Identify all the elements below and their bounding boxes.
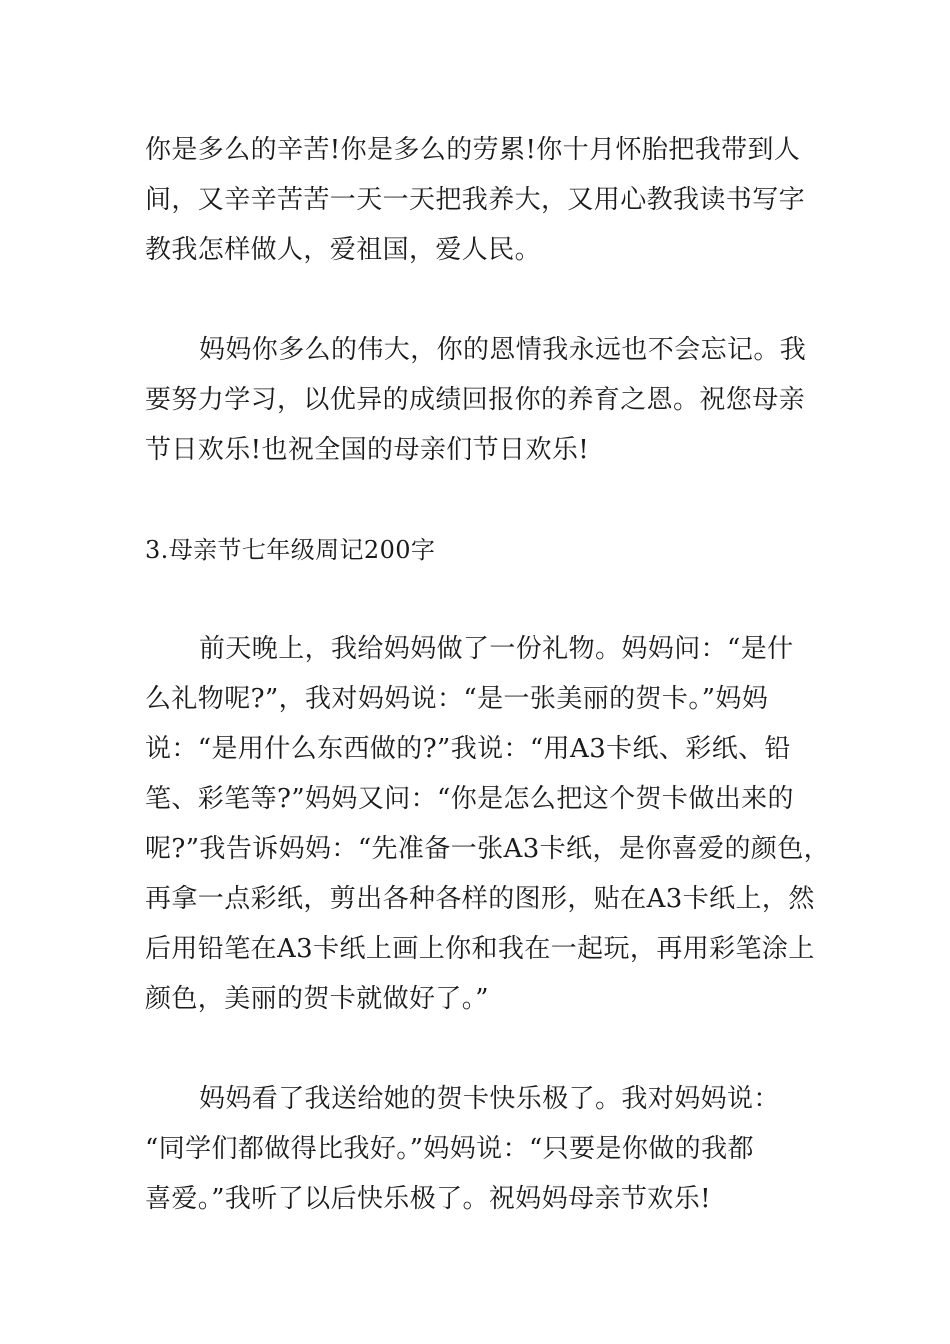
paragraph-1-line-2: 间，又辛辛苦苦一天一天把我养大，又用心教我读书写字 [145,185,806,215]
section-heading: 3.母亲节七年级周记200字 [145,536,436,564]
paragraph-1-line-3: 教我怎样做人，爱祖国，爱人民。 [145,235,542,265]
paragraph-3-line-5: 呢?”我告诉妈妈：“先准备一张A3卡纸，是你喜爱的颜色， [145,834,831,864]
paragraph-3-line-8: 颜色，美丽的贺卡就做好了。” [145,984,489,1014]
paragraph-2-line-1: 妈妈你多么的伟大，你的恩情我永远也不会忘记。我 [199,335,807,365]
paragraph-3-line-1: 前天晚上，我给妈妈做了一份礼物。妈妈问：“是什 [199,634,794,664]
paragraph-3-line-2: 么礼物呢?”，我对妈妈说：“是一张美丽的贺卡。”妈妈 [145,684,769,714]
paragraph-3-line-4: 笔、彩笔等?”妈妈又问：“你是怎么把这个贺卡做出来的 [145,784,794,814]
paragraph-3-line-6: 再拿一点彩纸，剪出各种各样的图形，贴在A3卡纸上，然 [145,884,815,914]
paragraph-2-line-2: 要努力学习，以优异的成绩回报你的养育之恩。祝您母亲 [145,385,806,415]
paragraph-4-line-2: “同学们都做得比我好。”妈妈说：“只要是你做的我都 [145,1134,754,1164]
paragraph-2-line-3: 节日欢乐!也祝全国的母亲们节日欢乐! [145,435,590,465]
paragraph-3-line-7: 后用铅笔在A3卡纸上画上你和我在一起玩，再用彩笔涂上 [145,934,815,964]
paragraph-3-line-3: 说：“是用什么东西做的?”我说：“用A3卡纸、彩纸、铅 [145,734,791,764]
paragraph-4-line-1: 妈妈看了我送给她的贺卡快乐极了。我对妈妈说： [199,1084,780,1114]
paragraph-4-line-3: 喜爱。”我听了以后快乐极了。祝妈妈母亲节欢乐! [145,1184,711,1214]
paragraph-1-line-1: 你是多么的辛苦!你是多么的劳累!你十月怀胎把我带到人 [145,135,801,165]
